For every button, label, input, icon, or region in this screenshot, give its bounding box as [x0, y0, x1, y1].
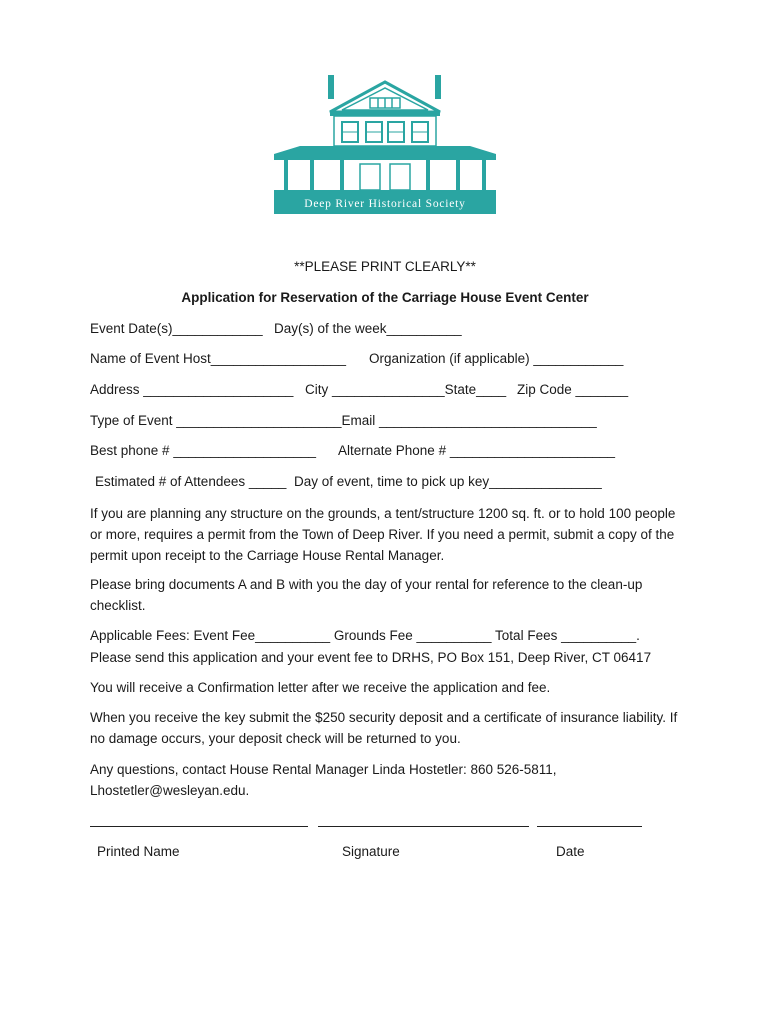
days-of-week-field[interactable]: Day(s) of the week__________: [274, 321, 462, 336]
address-field[interactable]: Address ____________________: [90, 382, 294, 397]
organization-field[interactable]: Organization (if applicable) ____________: [369, 351, 624, 366]
signature-line[interactable]: [318, 826, 529, 827]
print-clearly-note: **PLEASE PRINT CLEARLY**: [294, 259, 476, 274]
best-phone-field[interactable]: Best phone # ___________________: [90, 443, 316, 458]
fees-line[interactable]: Applicable Fees: Event Fee__________ Grounds Fee __________ Total Fees __________.: [90, 628, 640, 643]
logo-text: Deep River Historical Society: [304, 198, 466, 210]
alternate-phone-field[interactable]: Alternate Phone # ______________________: [338, 443, 616, 458]
key-pickup-field[interactable]: Day of event, time to pick up key_______________: [294, 474, 602, 489]
signature-label: Signature: [342, 844, 400, 859]
confirmation-paragraph: You will receive a Confirmation letter after we receive the application and fee.: [90, 680, 551, 695]
zip-code-field[interactable]: Zip Code _______: [517, 382, 629, 397]
printed-name-label: Printed Name: [97, 844, 180, 859]
event-host-field[interactable]: Name of Event Host__________________: [90, 351, 346, 366]
documents-paragraph: Please bring documents A and B with you the day of your rental for reference to the clean-up checklist.: [90, 577, 643, 613]
deep-river-historical-society-logo: [270, 72, 500, 217]
type-of-event-email-field[interactable]: Type of Event ______________________Email _____________________________: [90, 413, 597, 428]
date-line[interactable]: [537, 826, 642, 827]
permit-paragraph: If you are planning any structure on the grounds, a tent/structure 1200 sq. ft. or to hold 100 people or more, requires a permit from the Town of Deep River. If you need a permit, submit a copy of the permit upon receipt to the Carriage House Rental Manager.: [90, 506, 676, 563]
form-title: Application for Reservation of the Carriage House Event Center: [181, 290, 589, 305]
questions-paragraph: Any questions, contact House Rental Manager Linda Hostetler: 860 526-5811, Lhostetler@wesleyan.edu.: [90, 762, 557, 798]
deposit-paragraph: When you receive the key submit the $250 security deposit and a certificate of insurance liability. If no damage occurs, your deposit check will be returned to you.: [90, 710, 678, 746]
event-dates-field[interactable]: Event Date(s)____________: [90, 321, 263, 336]
printed-name-line[interactable]: [90, 826, 308, 827]
attendees-field[interactable]: Estimated # of Attendees _____: [95, 474, 287, 489]
city-state-field[interactable]: City _______________State____: [305, 382, 507, 397]
date-label: Date: [556, 844, 585, 859]
send-application-line: Please send this application and your event fee to DRHS, PO Box 151, Deep River, CT 06417: [90, 650, 652, 665]
